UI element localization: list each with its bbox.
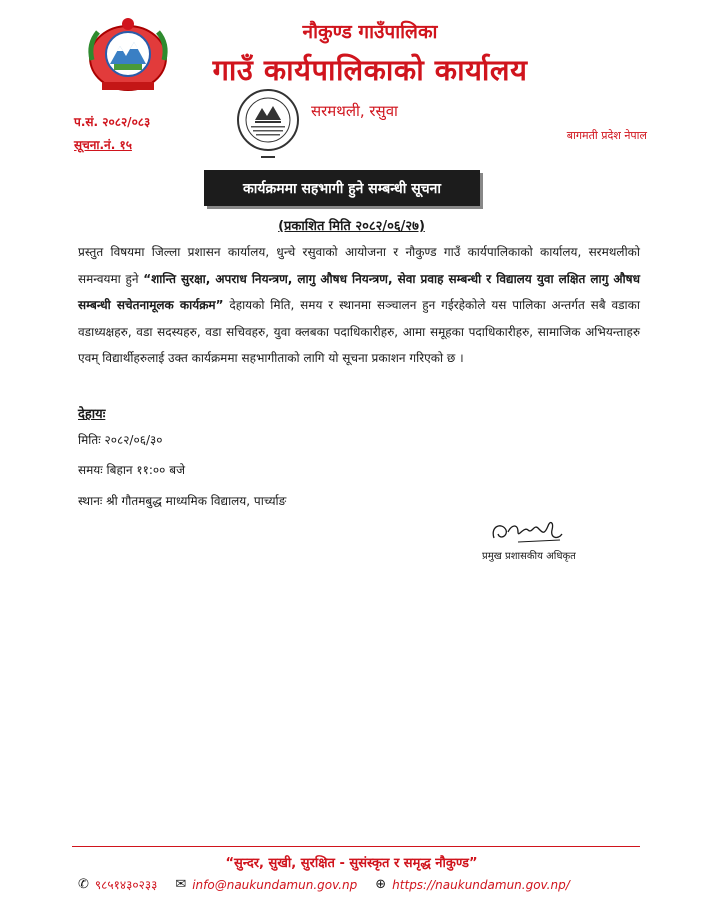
fiscal-year: प.सं. २०८२/०८३	[74, 115, 151, 129]
nepal-emblem-icon	[84, 14, 172, 94]
phone-number: ९८५१४३०२३३	[94, 878, 158, 892]
notice-number: सूचना.नं. १५	[74, 138, 132, 152]
officer-designation: प्रमुख प्रशासकीय अधिकृत	[482, 551, 576, 562]
notice-body	[78, 239, 640, 372]
office-address: सरमथली, रसुवा	[311, 102, 398, 120]
office-seal-icon	[231, 86, 305, 164]
globe-icon: ⊕	[375, 877, 387, 892]
details-heading: देहायः	[78, 407, 106, 422]
published-date-text: (प्रकाशित मिति २०८२/०६/२७)	[278, 219, 425, 234]
province-label: बागमती प्रदेश नेपाल	[566, 129, 647, 142]
municipality-name: नौकुण्ड गाउँपालिका	[302, 21, 438, 43]
event-venue: स्थानः श्री गौतमबुद्ध माध्यमिक विद्यालय, पार्च्याङ	[78, 494, 287, 508]
notice-title	[204, 170, 480, 206]
event-date: मितिः २०८२/०६/३०	[78, 433, 163, 447]
event-time: समयः बिहान ११:०० बजे	[78, 463, 185, 477]
notice-title-text: कार्यक्रममा सहभागी हुने सम्बन्धी सूचना	[242, 180, 442, 197]
body-text-part2: देहायको मिति, समय र स्थानमा सञ्चालन हुन गईरहेकोले यस पालिका अन्तर्गत सबै वडाका वडाध्यक्षहरु, वडा सदस्यहरु, वडा सचिवहरु, युवा क्लबका पदाधिकारीहरु, आमा समूहका पदाधिकारीहरु, सामाजिक अभियन्ताहरु एवम् विद्यार्थीहरुलाई उक्त कार्यक्रममा सहभागीताको लागि यो सूचना प्रकाशन गरिएको छ ।	[78, 298, 640, 365]
footer-divider	[72, 846, 640, 847]
published-date	[0, 216, 703, 234]
footer-slogan: “सुन्दर, सुखी, सुरक्षित - सुसंस्कृत र समृद्ध नौकुण्ड”	[225, 856, 478, 871]
website-link[interactable]: https://naukundamun.gov.np/	[392, 877, 570, 892]
office-title: गाउँ कार्यपालिकाको कार्यालय	[212, 53, 528, 87]
program-name: “शान्ति सुरक्षा, अपराध नियन्त्रण, लागु औषध नियन्त्रण, सेवा प्रवाह सम्बन्धी र विद्यालय युवा लक्षित लागु औषध सम्बन्धी सचेतनामूलक कार्यक्रम”	[78, 271, 640, 312]
signature-mark	[488, 516, 568, 548]
phone-icon: ✆	[78, 877, 89, 892]
body-text-part1: प्रस्तुत विषयमा जिल्ला प्रशासन कार्यालय, धुन्चे रसुवाको आयोजना र नौकुण्ड गाउँ कार्यपालिकाको कार्यालय, सरमथलीको समन्वयमा हुने	[78, 245, 640, 286]
email-icon: ✉	[175, 877, 187, 892]
footer-contacts	[78, 876, 658, 893]
email-link[interactable]: info@naukundamun.gov.np	[192, 877, 358, 892]
